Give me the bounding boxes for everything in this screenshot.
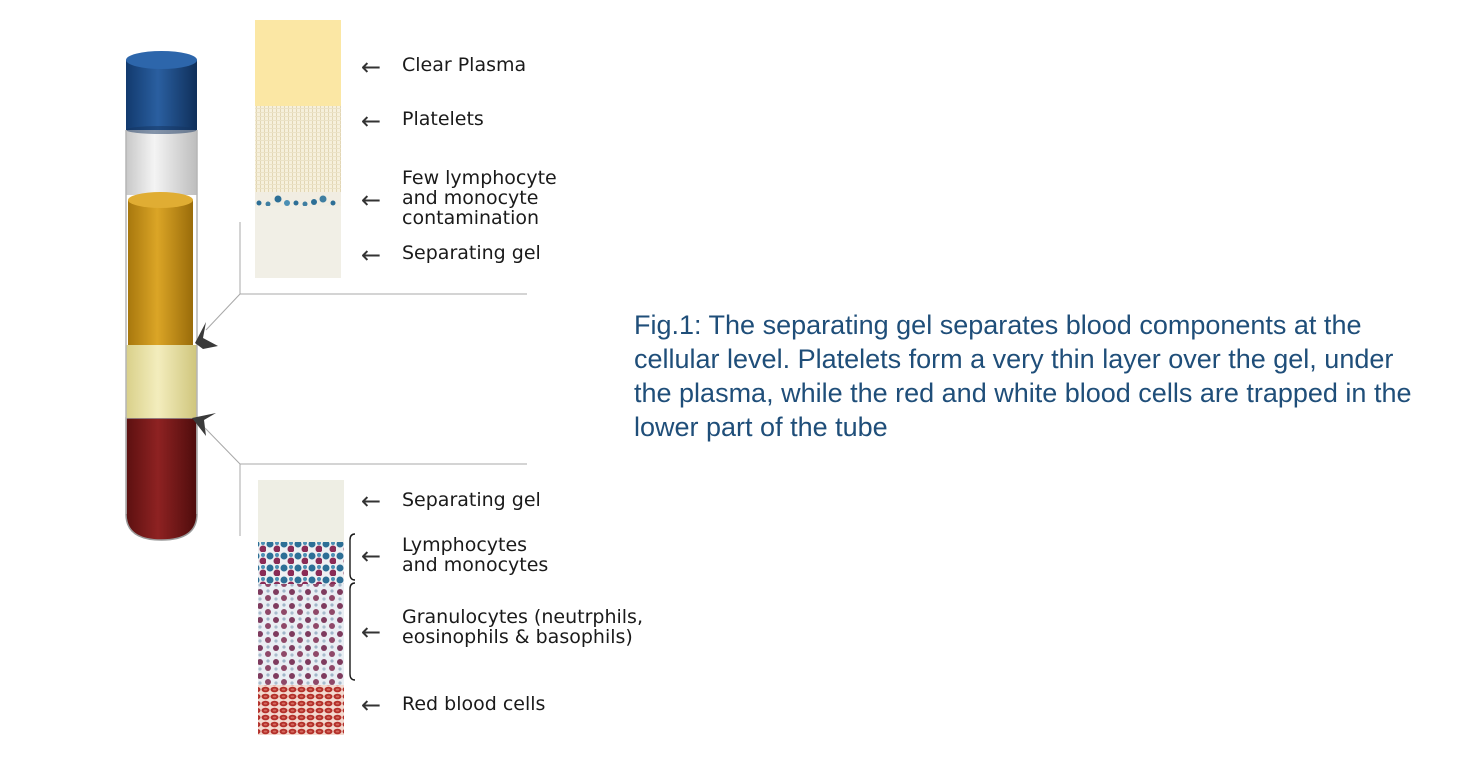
bottom-magnified-panel [258, 480, 344, 735]
panel-separating-gel-bottom [258, 480, 344, 542]
panel-clear-plasma [255, 20, 341, 106]
arrow-separating-gel-top-icon: ← [361, 241, 382, 269]
panel-lymphocytes [258, 542, 344, 584]
arrow-clear-plasma-icon: ← [361, 53, 382, 81]
brackets [350, 534, 355, 680]
arrow-red-blood-cells-icon: ← [361, 691, 382, 719]
figure-caption: Fig.1: The separating gel separates blood components at the cellular level. Platelets form a very thin layer over the gel, under the plasma, while the red and white blood cells are trapped in the lower part of the tube [634, 310, 1412, 442]
label-lymphocytes: Lymphocytes and monocytes [402, 534, 549, 576]
tube-cap-bottom-edge [126, 126, 197, 134]
panel-separating-gel-top [255, 206, 341, 278]
arrow-granulocytes-icon: ← [361, 618, 382, 646]
tube-plasma-layer [128, 200, 193, 345]
tube-plasma-top [128, 192, 193, 208]
bracket-lymphocytes [350, 534, 355, 580]
label-red-blood-cells: Red blood cells [402, 693, 546, 715]
label-clear-plasma: Clear Plasma [402, 54, 527, 76]
tube-cap-top [126, 51, 197, 69]
arrow-separating-gel-bottom-icon: ← [361, 487, 382, 515]
tube-glass [126, 125, 197, 195]
test-tube [126, 51, 197, 540]
top-magnified-panel [255, 20, 341, 278]
tube-cap [126, 60, 197, 130]
arrow-platelets-icon: ← [361, 107, 382, 135]
arrow-lymphocytes-icon: ← [361, 542, 382, 570]
panel-platelets [255, 106, 341, 192]
tube-gel-layer [126, 345, 197, 418]
tube-blood-layer [126, 418, 197, 540]
pointer-marker-top [195, 322, 218, 349]
label-contamination: Few lymphocyte and monocyte contamination [402, 167, 557, 229]
panel-granulocytes [258, 584, 344, 685]
bracket-granulocytes [350, 583, 355, 680]
panel-red-blood-cells [258, 685, 344, 735]
label-separating-gel-bottom: Separating gel [402, 489, 541, 511]
label-granulocytes: Granulocytes (neutrphils, eosinophils & basophils) [402, 606, 643, 648]
label-platelets: Platelets [402, 108, 484, 130]
arrow-contamination-icon: ← [361, 186, 382, 214]
label-separating-gel-top: Separating gel [402, 242, 541, 264]
